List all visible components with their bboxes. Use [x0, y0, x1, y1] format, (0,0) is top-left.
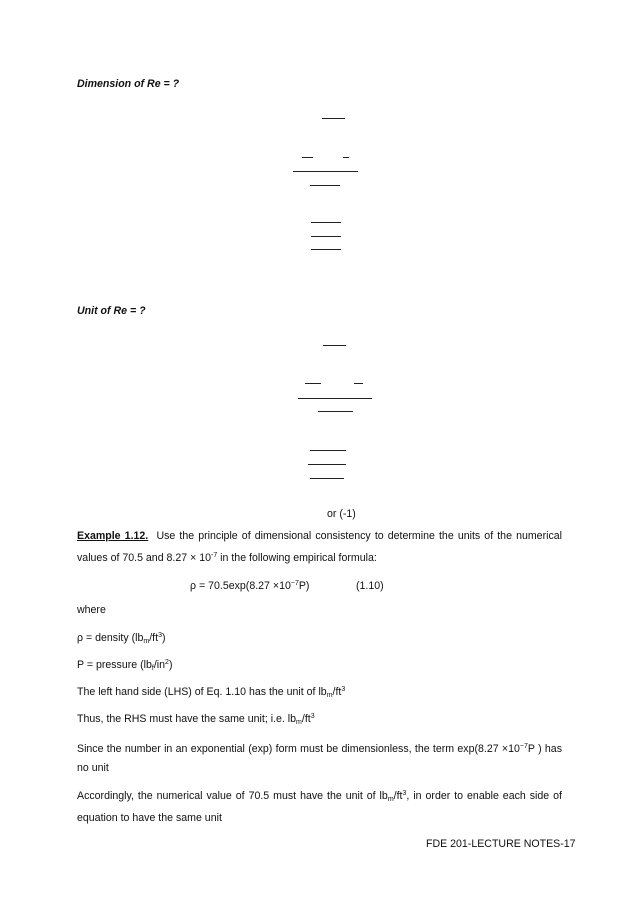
exponential-statement: Since the number in an exponential (exp) form must be dimensionless, the term $\exp(8.27 \times 10^{-7}P$ ) has no unit: [77, 743, 562, 774]
lhs-statement: The left hand side (LHS) of Eq. 1.10 has the unit of $lb_m/ft^3$: [77, 686, 346, 699]
rhs-statement: Thus, the RHS must have the same unit; i.e. $lb_m/ft^3$: [77, 713, 315, 726]
page-footer: FDE 201-LECTURE NOTES-17: [426, 838, 576, 850]
density-definition: ρ = density $(lb_m/ft^3)$: [77, 632, 166, 645]
equation: $\rho = 70.5\exp(8.27 \times 10^{-7}P)$: [190, 580, 310, 592]
accordingly-statement: Accordingly, the numerical value of 70.5 must have the unit of $lb_m/ft^3$, in order to enable each side of equation to have the same unit: [77, 790, 562, 824]
unit-suffix: or (-1): [327, 508, 356, 520]
unit-heading: Unit of Re = ?: [77, 305, 146, 317]
equation-number: (1.10): [356, 580, 384, 592]
pressure-definition: P = pressure $(lb_f/in^2)$: [77, 659, 173, 672]
dimension-heading: Dimension of Re = ?: [77, 78, 180, 90]
example-label: Example 1.12.: [77, 530, 149, 542]
where-label: where: [77, 604, 106, 616]
example-intro: Example 1.12. Use the principle of dimensional consistency to determine the units of the numerical values of 70.5 and $8.27 \times 10^{-7}$ in the following empirical formula:: [77, 530, 562, 564]
